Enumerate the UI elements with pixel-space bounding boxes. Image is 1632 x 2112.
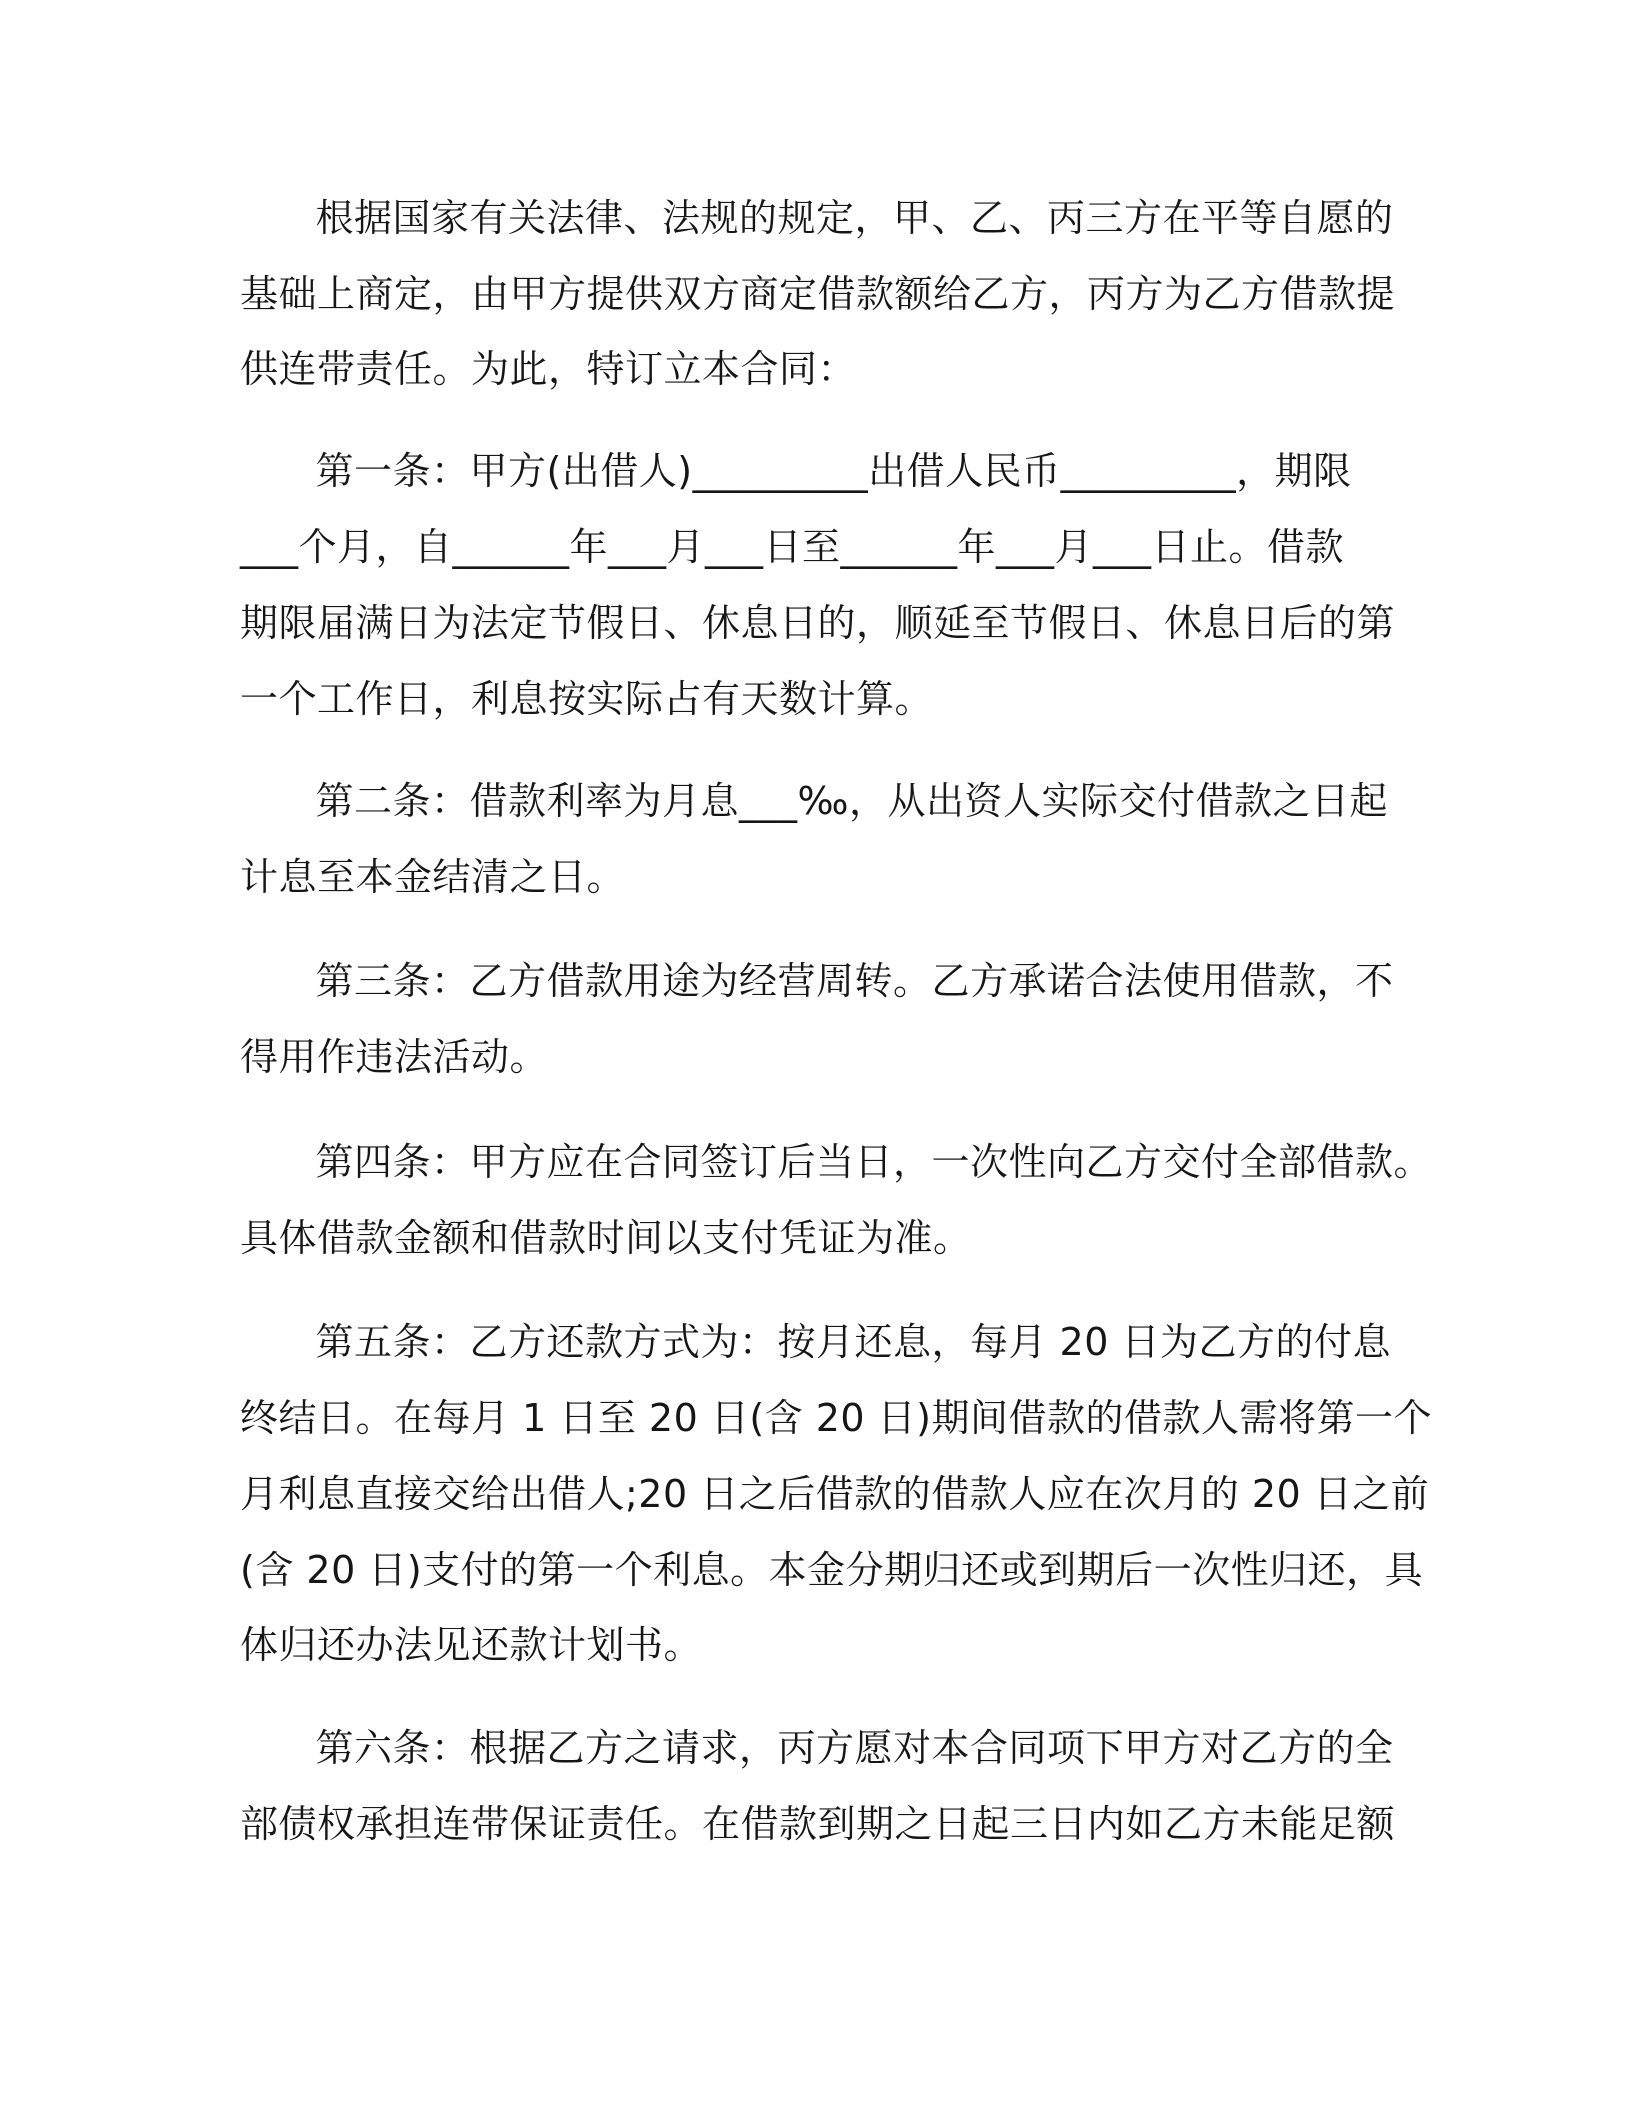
article-5-line-1: 第五条：乙方还款方式为：按月还息，每月 20 日为乙方的付息 [240, 1320, 1391, 1364]
intro-line-1: 根据国家有关法律、法规的规定，甲、乙、丙三方在平等自愿的 [240, 196, 1394, 240]
intro-line-3: 供连带责任。为此，特订立本合同： [240, 347, 857, 391]
article-6-line-1: 第六条：根据乙方之请求，丙方愿对本合同项下甲方对乙方的全 [240, 1726, 1394, 1770]
article-5-line-3: 月利息直接交给出借人;20 日之后借款的借款人应在次月的 20 日之前 [240, 1472, 1430, 1516]
article-3-line-2: 得用作违法活动。 [240, 1035, 549, 1079]
intro-line-2: 基础上商定，由甲方提供双方商定借款额给乙方，丙方为乙方借款提 [240, 272, 1396, 316]
article-1-line-4: 一个工作日，利息按实际占有天数计算。 [240, 677, 934, 721]
article-4-line-1: 第四条：甲方应在合同签订后当日，一次性向乙方交付全部借款。 [240, 1140, 1432, 1184]
article-5-line-5: 体归还办法见还款计划书。 [240, 1623, 703, 1667]
article-2-line-2: 计息至本金结清之日。 [240, 855, 626, 899]
article-6-line-2: 部债权承担连带保证责任。在借款到期之日起三日内如乙方未能足额 [240, 1802, 1396, 1846]
article-3-line-1: 第三条：乙方借款用途为经营周转。乙方承诺合法使用借款，不 [240, 959, 1394, 1003]
article-5-line-2: 终结日。在每月 1 日至 20 日(含 20 日)期间借款的借款人需将第一个 [240, 1396, 1433, 1440]
article-5-line-4: (含 20 日)支付的第一个利息。本金分期归还或到期后一次性归还，具 [240, 1548, 1424, 1592]
article-4-line-2: 具体借款金额和借款时间以支付凭证为准。 [240, 1216, 972, 1260]
article-1-line-3: 期限届满日为法定节假日、休息日的，顺延至节假日、休息日后的第 [240, 601, 1396, 645]
article-1-line-1: 第一条：甲方(出借人)_________出借人民币_________，期限 [240, 449, 1352, 493]
article-1-line-2: ___个月，自______年___月___日至______年___月___日止。借款 [240, 525, 1345, 569]
article-2-line-1: 第二条：借款利率为月息___‰，从出资人实际交付借款之日起 [240, 779, 1388, 823]
